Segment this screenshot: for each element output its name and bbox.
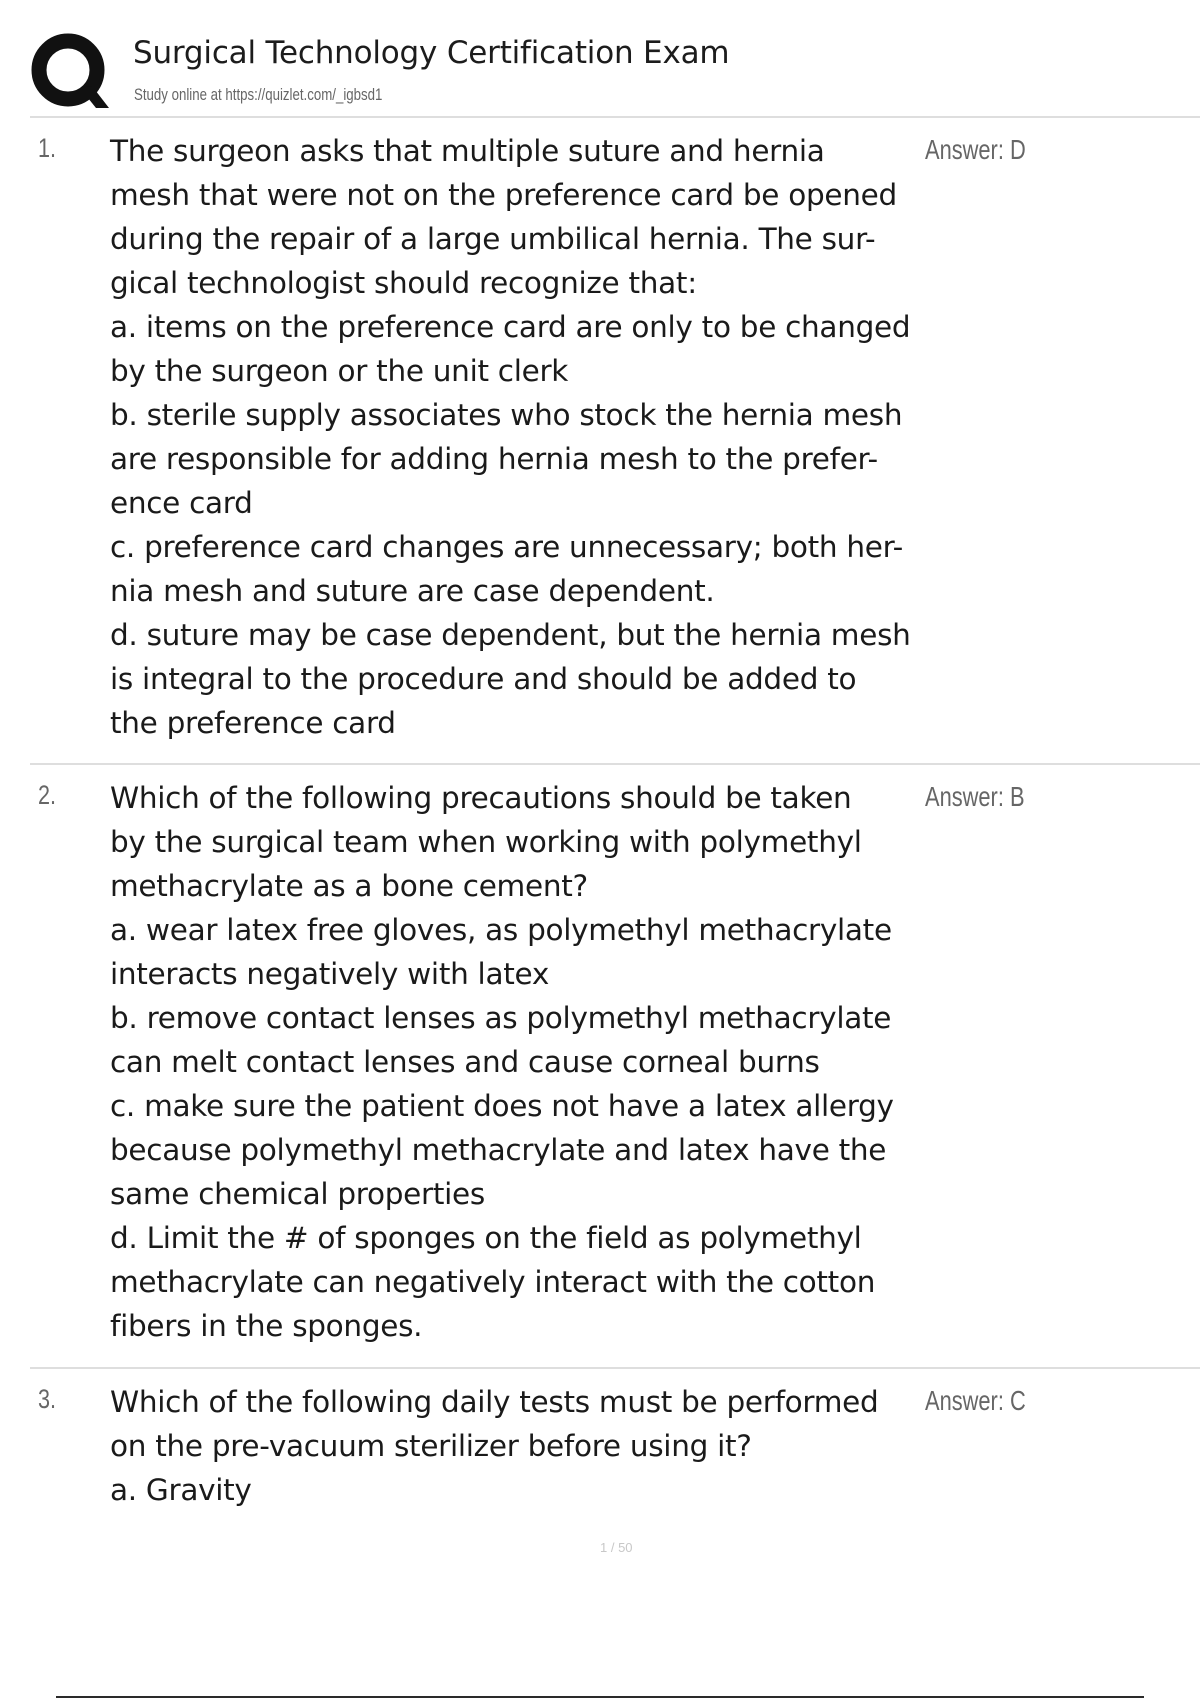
footer-divider [56, 1696, 1144, 1698]
option-line: by the surgeon or the unit clerk [110, 354, 569, 388]
question-line: gical technologist should recognize that: [110, 266, 697, 300]
answer-label: Answer: C [925, 1385, 1026, 1416]
question-line: The surgeon asks that multiple suture and hernia [110, 134, 825, 168]
option-line: b. sterile supply associates who stock the hernia mesh [110, 398, 903, 432]
question-text [110, 1380, 920, 1512]
answer-label: Answer: D [925, 134, 1026, 165]
question-text [110, 776, 920, 1348]
question-line: by the surgical team when working with polymethyl [110, 825, 862, 859]
option-line: interacts negatively with latex [110, 957, 549, 991]
document-title: Surgical Technology Certification Exam [133, 35, 730, 71]
question-divider [30, 1367, 1200, 1369]
question-divider [30, 763, 1200, 765]
page-number: 1 / 50 [600, 1540, 633, 1555]
question-line: Which of the following daily tests must be performed [110, 1385, 879, 1419]
question-text [110, 129, 920, 745]
option-line: d. suture may be case dependent, but the hernia mesh [110, 618, 911, 652]
option-line: a. wear latex free gloves, as polymethyl methacrylate [110, 913, 892, 947]
quizlet-q-logo-icon [30, 32, 110, 112]
option-line: nia mesh and suture are case dependent. [110, 574, 715, 608]
question-number: 2. [38, 780, 57, 810]
answer-label: Answer: B [925, 781, 1025, 812]
option-line: can melt contact lenses and cause corneal burns [110, 1045, 820, 1079]
option-line: the preference card [110, 706, 396, 740]
option-line: d. Limit the # of sponges on the field as polymethyl [110, 1221, 862, 1255]
option-line: b. remove contact lenses as polymethyl methacrylate [110, 1001, 892, 1035]
question-line: Which of the following precautions should be taken [110, 781, 852, 815]
question-line: on the pre-vacuum sterilizer before using it? [110, 1429, 752, 1463]
option-line: c. make sure the patient does not have a latex allergy [110, 1089, 894, 1123]
option-line: because polymethyl methacrylate and latex have the [110, 1133, 887, 1167]
question-line: methacrylate as a bone cement? [110, 869, 588, 903]
option-line: a. items on the preference card are only to be changed [110, 310, 911, 344]
question-line: during the repair of a large umbilical hernia. The sur- [110, 222, 876, 256]
option-line: c. preference card changes are unnecessary; both her- [110, 530, 903, 564]
question-line: mesh that were not on the preference card be opened [110, 178, 897, 212]
question-number: 1. [38, 133, 57, 163]
option-line: is integral to the procedure and should be added to [110, 662, 857, 696]
header-divider [30, 116, 1200, 118]
option-line: methacrylate can negatively interact with the cotton [110, 1265, 876, 1299]
option-line: same chemical properties [110, 1177, 485, 1211]
document-header [30, 28, 1200, 116]
option-line: fibers in the sponges. [110, 1309, 423, 1343]
option-line: ence card [110, 486, 253, 520]
option-line: are responsible for adding hernia mesh to the prefer- [110, 442, 878, 476]
study-online-link[interactable]: Study online at https://quizlet.com/_igbsd1 [134, 85, 383, 104]
question-number: 3. [38, 1384, 57, 1414]
option-line: a. Gravity [110, 1473, 252, 1507]
